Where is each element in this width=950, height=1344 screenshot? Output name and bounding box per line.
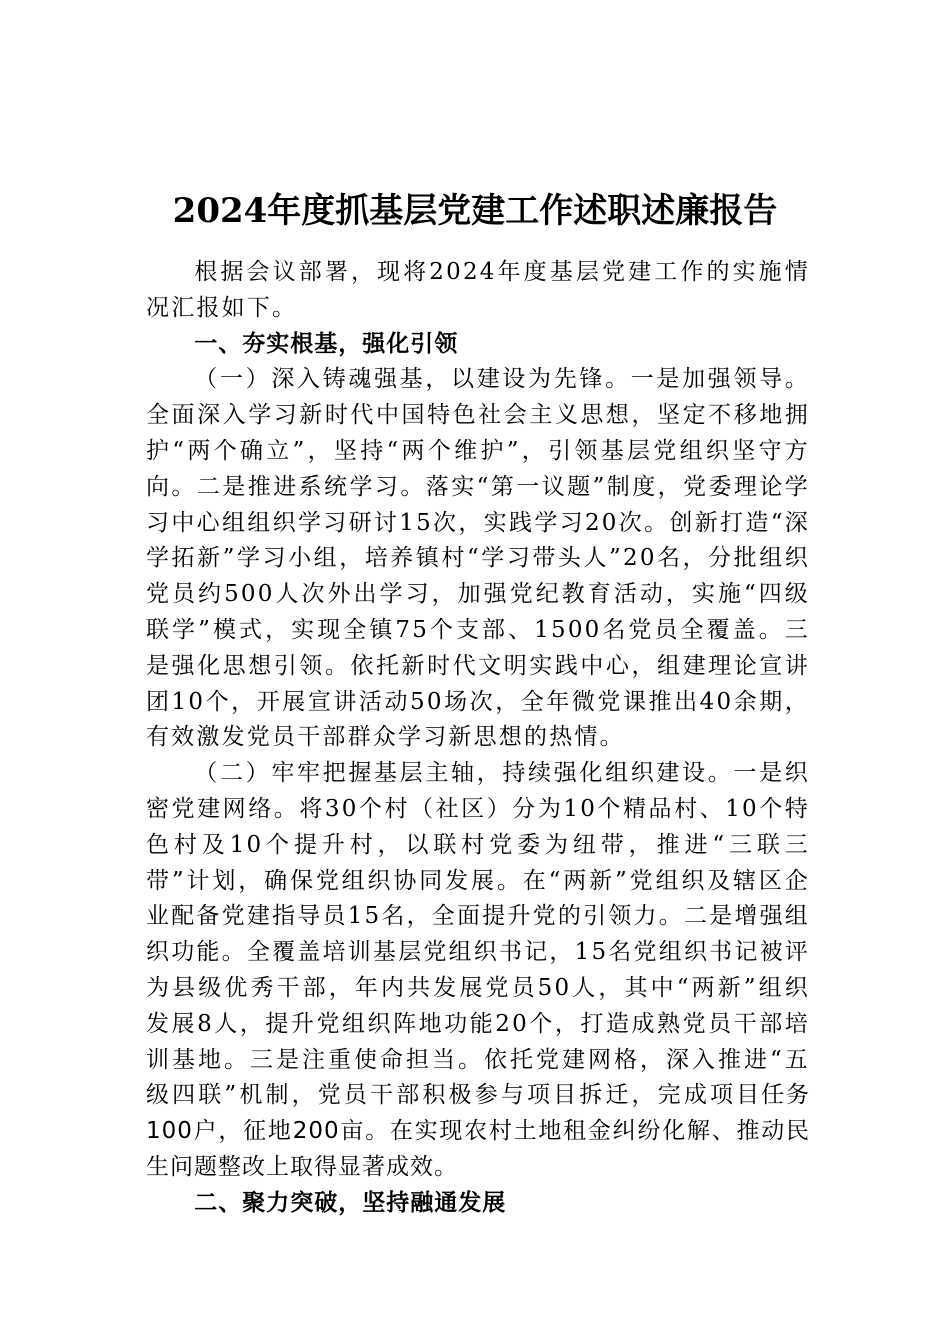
- subsection-1-heading: （一）深入铸魂强基，以建设为先锋。: [194, 366, 631, 393]
- document-title: 2024年度抓基层党建工作述职述廉报告: [172, 190, 778, 231]
- subsection-2-body-tail: 目任务100户，征地200亩。在实现农村土地租金纠纷化解、推动民生问题整改上取得显著成效。: [146, 1082, 811, 1180]
- subsection-1-body: 一是加强领导。全面深入学习新时代中国特色社会主义思想，坚定不移地拥护“两个确立”，坚持“两个维护”，引领基层党组织坚守方向。二是推进系统学习。落实“第一议题”制度，党委理论学习中心组组织学习研讨15次，实践学习20次。创新打造“深学拓新”学习小组，培养镇村“学习带头人”20名，分批组织党员约500人次外出学习，加强党纪教育活动，实施“四级联学”模式，实现全镇75个支部、1500名党员全覆盖。三是强化思想引领。依托新时代文明实践中心，组建理论宣讲团10个，开展宣讲活动50场次，全年微党课推出40余期，有效激发党员干部群众学习新思想的热情。: [146, 366, 810, 751]
- section-1-paragraph-2: [146, 756, 810, 1186]
- intro-paragraph: 根据会议部署，现将2024年度基层党建工作的实施情况汇报如下。: [146, 259, 810, 321]
- section-1-heading: 一、夯实根基，强化引领: [194, 330, 459, 357]
- section-1-paragraph-1: [146, 362, 810, 756]
- section-2-heading: 二、聚力突破，坚持融通发展: [194, 1189, 507, 1216]
- subsection-2-body: 一是织密党建网络。将30个村（社区）分为10个精品村、10个特色村及10个提升村，以联村党委为纽带，推进“三联三带”计划，确保党组织协同发展。在“两新”党组织及辖区企业配备党建指导员15名，全面提升党的引领力。二是增强组织功能。全覆盖培训基层党组织书记，15名党组织书记被评为县级优秀干部，年内共发展党员50人，其中“两新”组织发展8人，提升党组织阵地功能20个，打造成熟党员干部培训基地。三是注重使命担当。依托党建网格，深入推进“五级四联”机制，党员干部积极参与项目拆迁，完成项: [146, 760, 811, 1109]
- document-body: [146, 255, 810, 1222]
- subsection-2-heading: （二）牢牢把握基层主轴，持续强化组织建设。: [194, 760, 734, 787]
